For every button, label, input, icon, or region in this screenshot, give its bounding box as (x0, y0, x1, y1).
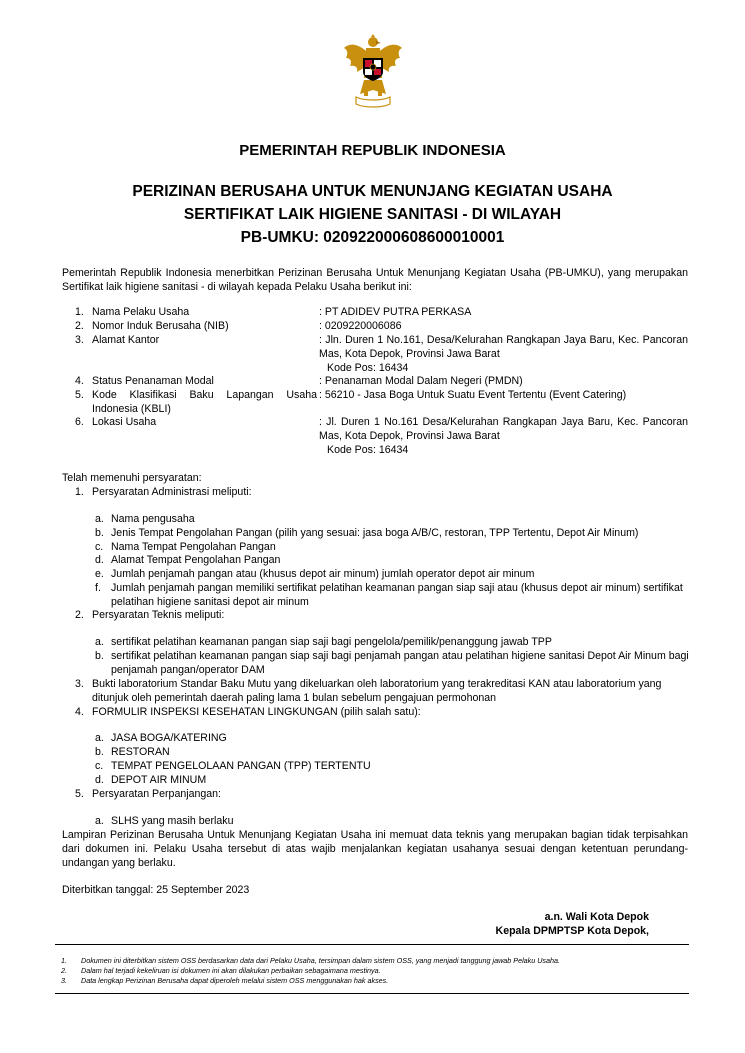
permit-number: PB-UMKU: 020922000608600010001 (240, 229, 505, 246)
document-title-line1: PERIZINAN BERUSAHA UNTUK MENUNJANG KEGIATAN USAHA (132, 183, 613, 200)
item-text: sertifikat pelatihan keamanan pangan siap saji bagi pengelola/pemilik/penanggung jawab TPP (111, 636, 552, 648)
signature-line2: Kepala DPMPTSP Kota Depok, (495, 925, 649, 937)
item-text: Jenis Tempat Pengolahan Pangan (pilih yang sesuai: jasa boga A/B/C, restoran, TPP Tertentu, Depot Air Minum) (111, 527, 639, 539)
item-letter: c. (95, 541, 104, 553)
item-letter: b. (95, 650, 104, 662)
footnote-number: 1. (61, 956, 67, 965)
detail-label: Lokasi Usaha (92, 416, 157, 428)
requirement-number: 3. (75, 678, 84, 690)
item-letter: a. (95, 815, 104, 827)
item-text: DEPOT AIR MINUM (111, 774, 207, 786)
detail-label: Status Penanaman Modal (92, 375, 214, 387)
item-letter: a. (95, 732, 104, 744)
requirement-number: 1. (75, 486, 84, 498)
item-letter: d. (95, 774, 104, 786)
requirement-title: Persyaratan Administrasi meliputi: (92, 486, 252, 498)
detail-number: 4. (75, 375, 84, 387)
item-text: Nama Tempat Pengolahan Pangan (111, 541, 276, 553)
item-text: Jumlah penjamah pangan memiliki sertifikat pelatihan keamanan pangan siap saji atau (khusus depot air minum) sertifikat pelatihan higiene sanitasi depot air minum (111, 582, 683, 608)
requirement-title: Persyaratan Teknis meliputi: (92, 609, 225, 621)
requirement-number: 4. (75, 706, 84, 718)
detail-postal-code: Kode Pos: 16434 (327, 362, 409, 374)
detail-number: 1. (75, 306, 84, 318)
detail-label: Nama Pelaku Usaha (92, 306, 190, 318)
item-letter: b. (95, 527, 104, 539)
item-text: JASA BOGA/KATERING (111, 732, 227, 744)
item-letter: d. (95, 554, 104, 566)
item-text: SLHS yang masih berlaku (111, 815, 234, 827)
detail-number: 3. (75, 334, 84, 346)
detail-label: Kode Klasifikasi Baku Lapangan Usaha Indonesia (KBLI) (92, 389, 317, 415)
item-letter: e. (95, 568, 104, 580)
garuda-emblem-icon (342, 34, 404, 108)
footnote-number: 3. (61, 976, 67, 985)
requirement-title: Persyaratan Perpanjangan: (92, 788, 221, 800)
item-text: TEMPAT PENGELOLAAN PANGAN (TPP) TERTENTU (111, 760, 371, 772)
detail-value: : Jln. Duren 1 No.161, Desa/Kelurahan Rangkapan Jaya Baru, Kec. Pancoran Mas, Kota Depok, Provinsi Jawa Barat (319, 334, 688, 360)
item-letter: c. (95, 760, 104, 772)
document-title-line2: SERTIFIKAT LAIK HIGIENE SANITASI - DI WILAYAH (183, 206, 562, 223)
requirement-number: 2. (75, 609, 84, 621)
detail-value: : Penanaman Modal Dalam Negeri (PMDN) (319, 375, 523, 387)
signature-line1: a.n. Wali Kota Depok (544, 911, 649, 923)
intro-paragraph: Pemerintah Republik Indonesia menerbitkan Perizinan Berusaha Untuk Menunjang Kegiatan Usaha (PB-UMKU), yang merupakan Sertifikat laik higiene sanitasi - di wilayah kepada Pelaku Usaha berikut ini: (62, 267, 688, 293)
item-text: Alamat Tempat Pengolahan Pangan (111, 554, 281, 566)
issued-date: Diterbitkan tanggal: 25 September 2023 (62, 884, 250, 896)
detail-value: : 0209220006086 (319, 320, 402, 332)
footnotes-box (55, 944, 689, 994)
detail-label: Alamat Kantor (92, 334, 160, 346)
detail-label: Nomor Induk Berusaha (NIB) (92, 320, 229, 332)
footnote-text: Data lengkap Perizinan Berusaha dapat diperoleh melalui sistem OSS menggunakan hak akses. (81, 976, 389, 985)
detail-value: : PT ADIDEV PUTRA PERKASA (319, 306, 472, 318)
item-letter: a. (95, 636, 104, 648)
detail-number: 2. (75, 320, 84, 332)
item-text: sertifikat pelatihan keamanan pangan siap saji bagi penjamah pangan atau pelatihan higiene sanitasi Depot Air Minum bagi penjamah pangan/operator DAM (111, 650, 689, 676)
item-text: RESTORAN (111, 746, 170, 758)
footnote-text: Dokumen ini diterbitkan sistem OSS berdasarkan data dari Pelaku Usaha, tersimpan dalam sistem OSS, yang menjadi tanggung jawab Pelaku Usaha. (81, 956, 561, 965)
requirement-number: 5. (75, 788, 84, 800)
item-letter: f. (95, 582, 101, 594)
closing-paragraph: Lampiran Perizinan Berusaha Untuk Menunjang Kegiatan Usaha ini memuat data teknis yang merupakan bagian tidak terpisahkan dari dokumen ini. Pelaku Usaha tersebut di atas wajib menjalankan kegiatan usahanya sesuai dengan ketentuan perundang-undangan yang berlaku. (62, 829, 688, 869)
footnote-number: 2. (61, 966, 67, 975)
requirement-title: Bukti laboratorium Standar Baku Mutu yang dikeluarkan oleh laboratorium yang terakreditasi KAN atau laboratorium yang ditunjuk oleh pemerintah daerah paling lama 1 bulan sebelum pengajuan permohonan (92, 678, 662, 704)
item-letter: a. (95, 513, 104, 525)
detail-postal-code: Kode Pos: 16434 (327, 444, 409, 456)
requirement-title: FORMULIR INSPEKSI KESEHATAN LINGKUNGAN (pilih salah satu): (92, 706, 421, 718)
detail-value: : 56210 - Jasa Boga Untuk Suatu Event Tertentu (Event Catering) (319, 389, 627, 401)
detail-value: : Jl. Duren 1 No.161 Desa/Kelurahan Rangkapan Jaya Baru, Kec. Pancoran Mas, Kota Depok, Provinsi Jawa Barat (319, 416, 688, 442)
item-letter: b. (95, 746, 104, 758)
requirements-intro: Telah memenuhi persyaratan: (62, 472, 202, 484)
government-title: PEMERINTAH REPUBLIK INDONESIA (239, 142, 506, 159)
detail-number: 5. (75, 389, 84, 401)
detail-number: 6. (75, 416, 84, 428)
item-text: Nama pengusaha (111, 513, 195, 525)
item-text: Jumlah penjamah pangan atau (khusus depot air minum) jumlah operator depot air minum (111, 568, 535, 580)
footnote-text: Dalam hal terjadi kekeliruan isi dokumen ini akan dilakukan perbaikan sebagaimana mestinya. (81, 966, 381, 975)
